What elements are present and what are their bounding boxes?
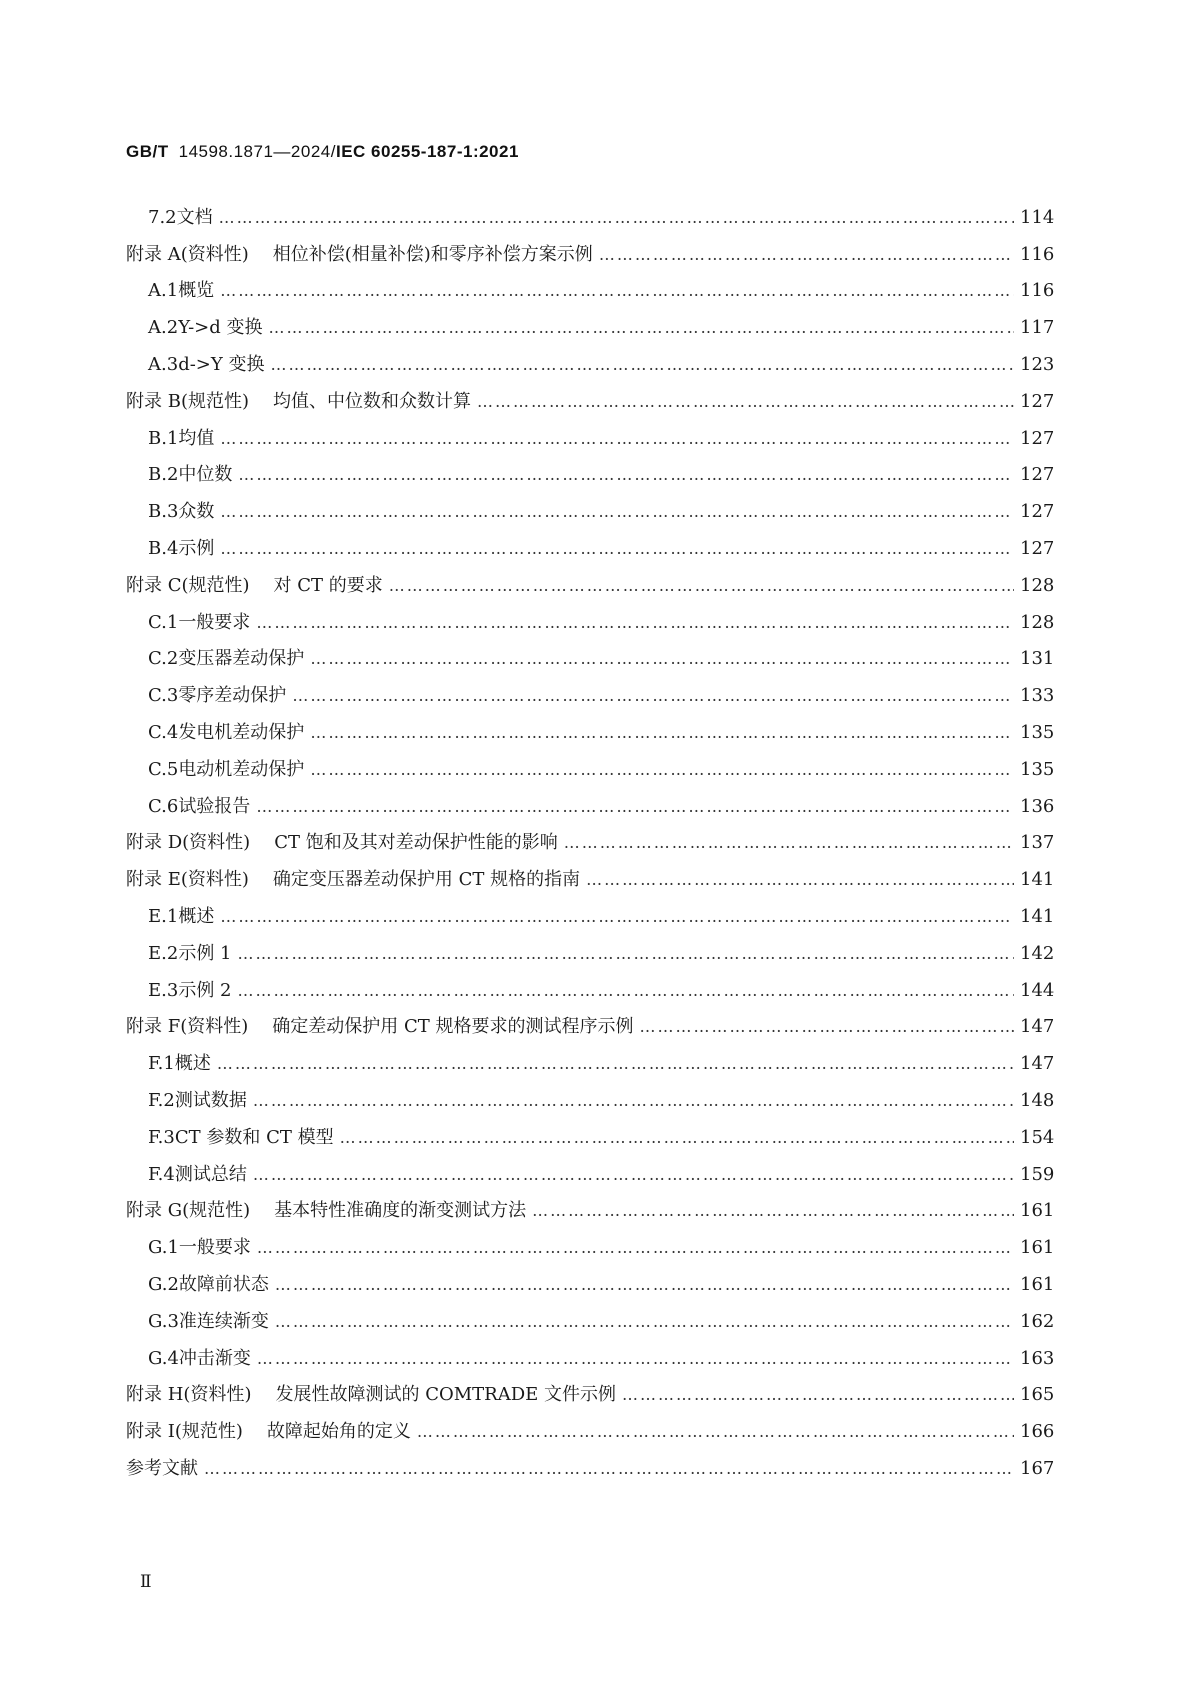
- toc-entry-number: E.1: [148, 905, 179, 927]
- toc-entry-page: 127: [1020, 537, 1055, 559]
- toc-entry-number: F.1: [148, 1053, 175, 1075]
- toc-entry-number: C.6: [148, 795, 179, 817]
- toc-entry-page: 127: [1020, 501, 1055, 523]
- toc-leader-dots: [256, 611, 1014, 635]
- toc-entry[interactable]: [126, 929, 1054, 966]
- toc-entry[interactable]: [126, 966, 1054, 1003]
- toc-leader-dots: [238, 942, 1014, 966]
- standard-prefix: GB/T: [126, 142, 169, 161]
- toc-entry-number: F.4: [148, 1163, 175, 1185]
- toc-entry-page: 159: [1020, 1163, 1055, 1185]
- toc-entry[interactable]: [126, 340, 1054, 377]
- toc-entry-number: F.2: [148, 1089, 175, 1111]
- toc-entry-page: 127: [1020, 390, 1055, 412]
- toc-entry-title: 一般要求: [178, 1237, 251, 1259]
- toc-entry-page: 127: [1020, 464, 1055, 486]
- toc-entry-page: 137: [1020, 832, 1055, 854]
- toc-entry-number: E.3: [148, 979, 179, 1001]
- toc-entry-number: C.3: [148, 685, 179, 707]
- toc-entry-title: 均值: [178, 427, 215, 449]
- toc-leader-dots: [622, 1383, 1014, 1407]
- toc-entry-page: 128: [1020, 574, 1055, 596]
- toc-entry[interactable]: [126, 451, 1054, 488]
- toc-entry[interactable]: [126, 782, 1054, 819]
- toc-leader-dots: [257, 1347, 1014, 1371]
- toc-entry-title: 示例: [178, 537, 215, 559]
- toc-entry-title: 均值、中位数和众数计算: [273, 390, 471, 412]
- toc-entry-page: 147: [1020, 1053, 1055, 1075]
- toc-entry-number: C.5: [148, 758, 179, 780]
- toc-entry-page: 161: [1020, 1200, 1055, 1222]
- toc-entry[interactable]: [126, 524, 1054, 561]
- toc-entry-title: 概述: [178, 905, 215, 927]
- toc-leader-dots: [217, 1052, 1014, 1076]
- toc-entry-title: 概述: [174, 1053, 211, 1075]
- toc-entry-page: 163: [1020, 1347, 1055, 1369]
- toc-entry-page: 116: [1020, 280, 1055, 302]
- toc-entry-title: 中位数: [178, 464, 233, 486]
- table-of-contents: [126, 193, 1054, 1481]
- toc-entry[interactable]: [126, 1260, 1054, 1297]
- toc-leader-dots: [292, 684, 1014, 708]
- toc-leader-dots: [532, 1199, 1014, 1223]
- toc-entry-number: A.2: [148, 317, 179, 339]
- toc-entry[interactable]: [126, 1150, 1054, 1187]
- toc-entry-page: 141: [1020, 905, 1055, 927]
- toc-entry[interactable]: [126, 598, 1054, 635]
- toc-leader-dots: [586, 868, 1014, 892]
- toc-leader-dots: [220, 905, 1014, 929]
- toc-leader-dots: [310, 758, 1014, 782]
- toc-entry-number: B.4: [148, 537, 179, 559]
- toc-entry-page: 167: [1020, 1457, 1055, 1479]
- toc-leader-dots: [477, 390, 1014, 414]
- toc-entry-page: 127: [1020, 427, 1055, 449]
- toc-entry[interactable]: [126, 1076, 1054, 1113]
- toc-entry[interactable]: [126, 561, 1054, 598]
- toc-entry-title: 故障前状态: [178, 1273, 269, 1295]
- toc-entry-title: 对 CT 的要求: [273, 574, 383, 596]
- toc-entry[interactable]: [126, 1039, 1054, 1076]
- toc-leader-dots: [270, 353, 1014, 377]
- toc-entry-number: 7.2: [148, 206, 177, 228]
- toc-entry-number: B.2: [148, 464, 179, 486]
- page-number: Ⅱ: [140, 1572, 152, 1591]
- toc-leader-dots: [564, 831, 1014, 855]
- toc-entry-page: 131: [1020, 648, 1055, 670]
- toc-leader-dots: [219, 206, 1014, 230]
- toc-entry[interactable]: [126, 1297, 1054, 1334]
- toc-entry-page: 148: [1020, 1089, 1055, 1111]
- toc-leader-dots: [310, 721, 1014, 745]
- toc-entry-title: 发展性故障测试的 COMTRADE 文件示例: [275, 1384, 616, 1406]
- toc-entry-number: 附录 A(资料性): [126, 243, 249, 265]
- toc-entry[interactable]: [126, 1187, 1054, 1224]
- toc-leader-dots: [417, 1420, 1014, 1444]
- toc-entry-title: 试验报告: [178, 795, 251, 817]
- toc-entry-number: B.3: [148, 501, 179, 523]
- toc-entry-title: 准连续渐变: [178, 1310, 269, 1332]
- toc-entry[interactable]: [126, 708, 1054, 745]
- toc-leader-dots: [220, 279, 1014, 303]
- toc-entry-title: 零序差动保护: [178, 685, 287, 707]
- toc-entry-number: G.2: [148, 1273, 179, 1295]
- toc-entry[interactable]: [126, 892, 1054, 929]
- toc-entry-number: C.4: [148, 721, 179, 743]
- toc-entry-page: 162: [1020, 1310, 1055, 1332]
- toc-entry-number: 附录 G(规范性): [126, 1200, 251, 1222]
- toc-entry[interactable]: [126, 1407, 1054, 1444]
- toc-entry-number: C.1: [148, 611, 179, 633]
- toc-leader-dots: [640, 1015, 1015, 1039]
- toc-entry[interactable]: [126, 193, 1054, 230]
- toc-entry-number: 附录 I(规范性): [126, 1421, 243, 1443]
- toc-entry-page: 166: [1020, 1421, 1055, 1443]
- toc-entry-title: 故障起始角的定义: [266, 1421, 411, 1443]
- toc-entry-number: G.4: [148, 1347, 179, 1369]
- toc-entry[interactable]: [126, 635, 1054, 672]
- toc-leader-dots: [220, 427, 1014, 451]
- toc-entry-page: 141: [1020, 869, 1055, 891]
- document-header: [126, 142, 519, 162]
- toc-entry-title: 示例 1: [178, 942, 232, 964]
- toc-leader-dots: [238, 979, 1014, 1003]
- toc-leader-dots: [275, 1273, 1014, 1297]
- toc-entry-title: 基本特性准确度的渐变测试方法: [274, 1200, 527, 1222]
- toc-entry-page: 136: [1020, 795, 1055, 817]
- toc-entry-title: 发电机差动保护: [178, 721, 305, 743]
- toc-entry-number: F.3: [148, 1126, 175, 1148]
- toc-entry[interactable]: [126, 487, 1054, 524]
- toc-entry-number: 附录 B(规范性): [126, 390, 249, 412]
- toc-entry-page: 123: [1020, 353, 1055, 375]
- toc-entry-number: G.3: [148, 1310, 179, 1332]
- toc-entry[interactable]: [126, 671, 1054, 708]
- toc-entry-title: 示例 2: [178, 979, 232, 1001]
- toc-leader-dots: [220, 500, 1014, 524]
- toc-entry-number: 附录 C(规范性): [126, 574, 250, 596]
- toc-entry[interactable]: [126, 1334, 1054, 1371]
- toc-leader-dots: [310, 647, 1014, 671]
- toc-leader-dots: [389, 574, 1014, 598]
- toc-entry[interactable]: [126, 745, 1054, 782]
- toc-entry-title: 确定变压器差动保护用 CT 规格的指南: [272, 869, 581, 891]
- toc-entry-title: Y->d 变换: [178, 317, 263, 339]
- toc-entry-title: 测试数据: [174, 1089, 247, 1111]
- toc-entry-title: 相位补偿(相量补偿)和零序补偿方案示例: [272, 243, 593, 265]
- toc-entry[interactable]: [126, 230, 1054, 267]
- toc-entry-page: 133: [1020, 685, 1055, 707]
- toc-entry-number: E.2: [148, 942, 179, 964]
- toc-entry[interactable]: [126, 1444, 1054, 1481]
- toc-leader-dots: [253, 1163, 1014, 1187]
- toc-entry-page: 154: [1020, 1126, 1055, 1148]
- toc-leader-dots: [238, 463, 1014, 487]
- toc-leader-dots: [257, 1236, 1014, 1260]
- toc-entry-page: 147: [1020, 1016, 1055, 1038]
- toc-entry[interactable]: [126, 819, 1054, 856]
- toc-leader-dots: [256, 795, 1014, 819]
- toc-entry[interactable]: [126, 303, 1054, 340]
- toc-entry-number: C.2: [148, 648, 179, 670]
- toc-entry[interactable]: [126, 1113, 1054, 1150]
- toc-entry-number: A.3: [148, 353, 179, 375]
- toc-entry-page: 116: [1020, 243, 1055, 265]
- iec-reference: IEC 60255-187-1:2021: [335, 142, 519, 161]
- toc-entry-page: 117: [1020, 317, 1055, 339]
- toc-entry[interactable]: [126, 855, 1054, 892]
- toc-entry[interactable]: [126, 1003, 1054, 1040]
- toc-entry-title: 众数: [178, 501, 215, 523]
- toc-entry-number: 附录 H(资料性): [126, 1384, 252, 1406]
- toc-entry-title: d->Y 变换: [178, 353, 265, 375]
- toc-entry-title: 变压器差动保护: [178, 648, 305, 670]
- toc-entry[interactable]: [126, 414, 1054, 451]
- toc-entry-title: 冲击渐变: [178, 1347, 251, 1369]
- toc-entry-page: 161: [1020, 1273, 1055, 1295]
- toc-leader-dots: [204, 1457, 1014, 1481]
- toc-entry-page: 165: [1020, 1384, 1055, 1406]
- toc-entry-title: 概览: [178, 280, 215, 302]
- toc-entry-page: 144: [1020, 979, 1055, 1001]
- toc-entry-title: 文档: [176, 206, 213, 228]
- toc-leader-dots: [275, 1310, 1014, 1334]
- toc-entry-title: 电动机差动保护: [178, 758, 305, 780]
- toc-leader-dots: [220, 537, 1014, 561]
- toc-entry-title: 测试总结: [174, 1163, 247, 1185]
- toc-leader-dots: [599, 243, 1014, 267]
- toc-entry-page: 135: [1020, 721, 1055, 743]
- standard-number: 14598.1871—2024/: [178, 142, 336, 161]
- toc-entry-page: 114: [1020, 206, 1055, 228]
- toc-entry-number: 附录 E(资料性): [126, 869, 249, 891]
- toc-entry-number: 附录 D(资料性): [126, 832, 251, 854]
- toc-entry-number: A.1: [148, 280, 179, 302]
- toc-entry-number: G.1: [148, 1237, 179, 1259]
- toc-leader-dots: [253, 1089, 1014, 1113]
- toc-entry-page: 142: [1020, 942, 1055, 964]
- toc-entry-page: 135: [1020, 758, 1055, 780]
- toc-entry-number: 参考文献: [126, 1457, 198, 1479]
- toc-entry[interactable]: [126, 267, 1054, 304]
- toc-entry[interactable]: [126, 1371, 1054, 1408]
- toc-entry-title: 确定差动保护用 CT 规格要求的测试程序示例: [272, 1016, 634, 1038]
- toc-entry[interactable]: [126, 1223, 1054, 1260]
- toc-leader-dots: [340, 1126, 1014, 1150]
- toc-entry-number: B.1: [148, 427, 179, 449]
- toc-entry[interactable]: [126, 377, 1054, 414]
- toc-entry-number: 附录 F(资料性): [126, 1016, 249, 1038]
- toc-entry-title: CT 饱和及其对差动保护性能的影响: [274, 832, 558, 854]
- toc-entry-page: 128: [1020, 611, 1055, 633]
- toc-entry-title: 一般要求: [178, 611, 251, 633]
- toc-leader-dots: [269, 316, 1014, 340]
- toc-entry-title: CT 参数和 CT 模型: [174, 1126, 334, 1148]
- toc-entry-page: 161: [1020, 1237, 1055, 1259]
